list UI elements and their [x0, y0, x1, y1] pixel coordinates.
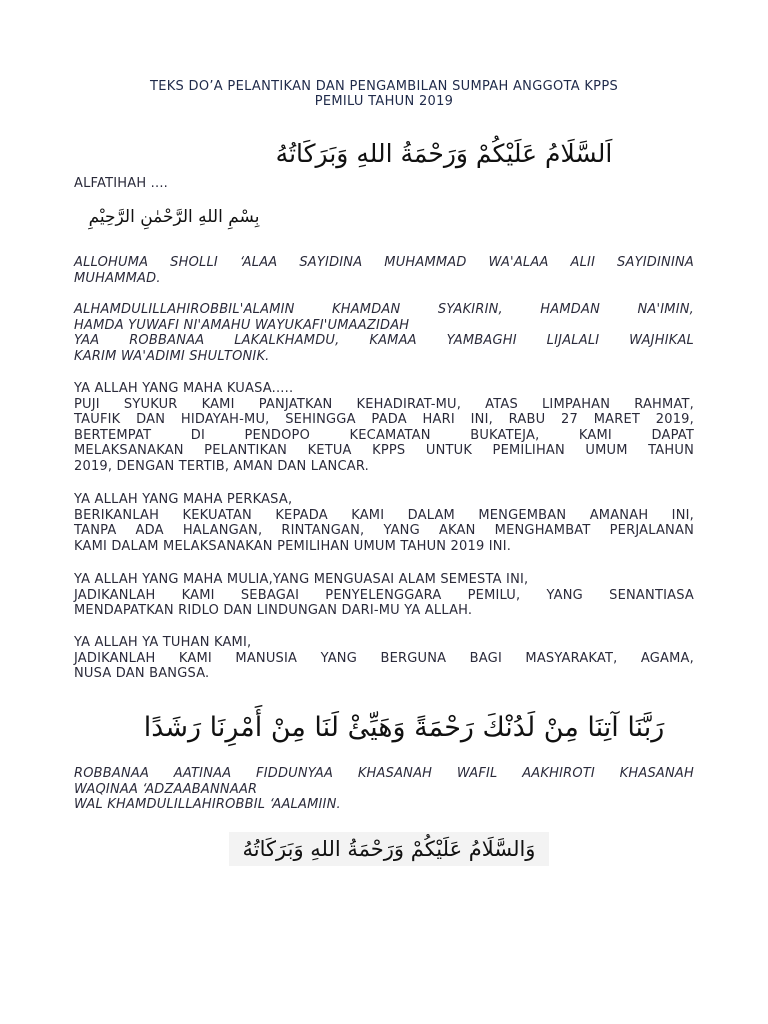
- closing-line-2: WAQINAA ‘ADZAABANNAAR: [74, 781, 258, 797]
- maha-kuasa-line-4: MELAKSANAKAN PELANTIKAN KETUA KPPS UNTUK PEMILIHAN UMUM TAHUN: [74, 443, 694, 458]
- hamdalah-line-3: YAA ROBBANAA LAKALKHAMDU, KAMAA YAMBAGHI LIJALALI WAJHIKAL: [74, 333, 694, 348]
- closing-line-3: WAL KHAMDULILLAHIROBBIL ‘AALAMIIN.: [74, 797, 341, 812]
- maha-kuasa-line-3: BERTEMPAT DI PENDOPO KECAMATAN BUKATEJA, KAMI DAPAT: [74, 427, 694, 443]
- maha-mulia-line-2: MENDAPATKAN RIDLO DAN LINDUNGAN DARI-MU YA ALLAH.: [74, 603, 473, 618]
- maha-kuasa-line-1: PUJI SYUKUR KAMI PANJATKAN KEHADIRAT-MU, ATAS LIMPAHAN RAHMAT,: [74, 396, 694, 412]
- maha-mulia-heading: YA ALLAH YANG MAHA MULIA,YANG MENGUASAI ALAM SEMESTA INI,: [74, 572, 529, 587]
- title-line-2: PEMILU TAHUN 2019: [314, 94, 454, 109]
- maha-kuasa-line-2: TAUFIK DAN HIDAYAH-MU, SEHINGGA PADA HARI INI, RABU 27 MARET 2019,: [74, 412, 694, 427]
- hamdalah-paragraph: [74, 302, 694, 364]
- alfatihah-text: ALFATIHAH ....: [74, 176, 168, 191]
- maha-kuasa-line-5: 2019, DENGAN TERTIB, AMAN DAN LANCAR.: [74, 458, 369, 474]
- hamdalah-line-4: KARIM WA'ADIMI SHULTONIK.: [74, 348, 270, 364]
- sholawat-line-2: MUHAMMAD.: [74, 270, 161, 286]
- hamdalah-line-2: HAMDA YUWAFI NI'AMAHU WAYUKAFI'UMAAZIDAH: [74, 317, 410, 333]
- paragraph-maha-perkasa: [74, 492, 694, 554]
- maha-kuasa-heading: YA ALLAH YANG MAHA KUASA.....: [74, 381, 294, 396]
- tuhan-kami-line-2: NUSA DAN BANGSA.: [74, 666, 210, 681]
- maha-mulia-line-1: JADIKANLAH KAMI SEBAGAI PENYELENGGARA PEMILU, YANG SENANTIASA: [74, 587, 694, 603]
- title-line-1: TEKS DO’A PELANTIKAN DAN PENGAMBILAN SUMPAH ANGGOTA KPPS: [149, 79, 619, 94]
- closing-line-1: ROBBANAA AATINAA FIDDUNYAA KHASANAH WAFIL AAKHIROTI KHASANAH: [74, 766, 694, 781]
- paragraph-maha-kuasa: [74, 381, 694, 474]
- maha-perkasa-heading: YA ALLAH YANG MAHA PERKASA,: [74, 492, 293, 507]
- tuhan-kami-heading: YA ALLAH YA TUHAN KAMI,: [74, 635, 252, 650]
- paragraph-tuhan-kami: [74, 635, 694, 682]
- paragraph-maha-mulia: [74, 572, 694, 619]
- sholawat-line-1: ALLOHUMA SHOLLI ‘ALAA SAYIDINA MUHAMMAD WA'ALAA ALII SAYIDININA: [74, 255, 694, 270]
- tuhan-kami-line-1: JADIKANLAH KAMI MANUSIA YANG BERGUNA BAGI MASYARAKAT, AGAMA,: [74, 650, 694, 666]
- salam-opening-arabic: اَلسَّلَامُ عَلَيْكُمْ وَرَحْمَةُ اللهِ وَبَرَكَاتُهُ: [275, 139, 613, 168]
- sholawat-paragraph: [74, 255, 694, 286]
- rabbana-arabic: رَبَّنَا آتِنَا مِنْ لَدُنْكَ رَحْمَةً وَهَيِّئْ لَنَا مِنْ أَمْرِنَا رَشَدًا: [143, 712, 665, 743]
- closing-paragraph: [74, 766, 694, 813]
- document-title: [74, 79, 694, 109]
- salam-closing-arabic: وَالسَّلَامُ عَلَيْكُمْ وَرَحْمَةُ اللهِ وَبَرَكَاتُهُ: [229, 832, 549, 866]
- hamdalah-line-1: ALHAMDULILLAHIROBBIL'ALAMIN KHAMDAN SYAKIRIN, HAMDAN NA'IMIN,: [74, 302, 694, 317]
- basmalah-arabic: بِسْمِ اللهِ الرَّحْمٰنِ الرَّحِيْمِ: [88, 207, 260, 227]
- maha-perkasa-line-1: BERIKANLAH KEKUATAN KEPADA KAMI DALAM MENGEMBAN AMANAH INI,: [74, 507, 694, 523]
- maha-perkasa-line-3: KAMI DALAM MELAKSANAKAN PEMILIHAN UMUM TAHUN 2019 INI.: [74, 538, 512, 554]
- maha-perkasa-line-2: TANPA ADA HALANGAN, RINTANGAN, YANG AKAN MENGHAMBAT PERJALANAN: [74, 523, 694, 538]
